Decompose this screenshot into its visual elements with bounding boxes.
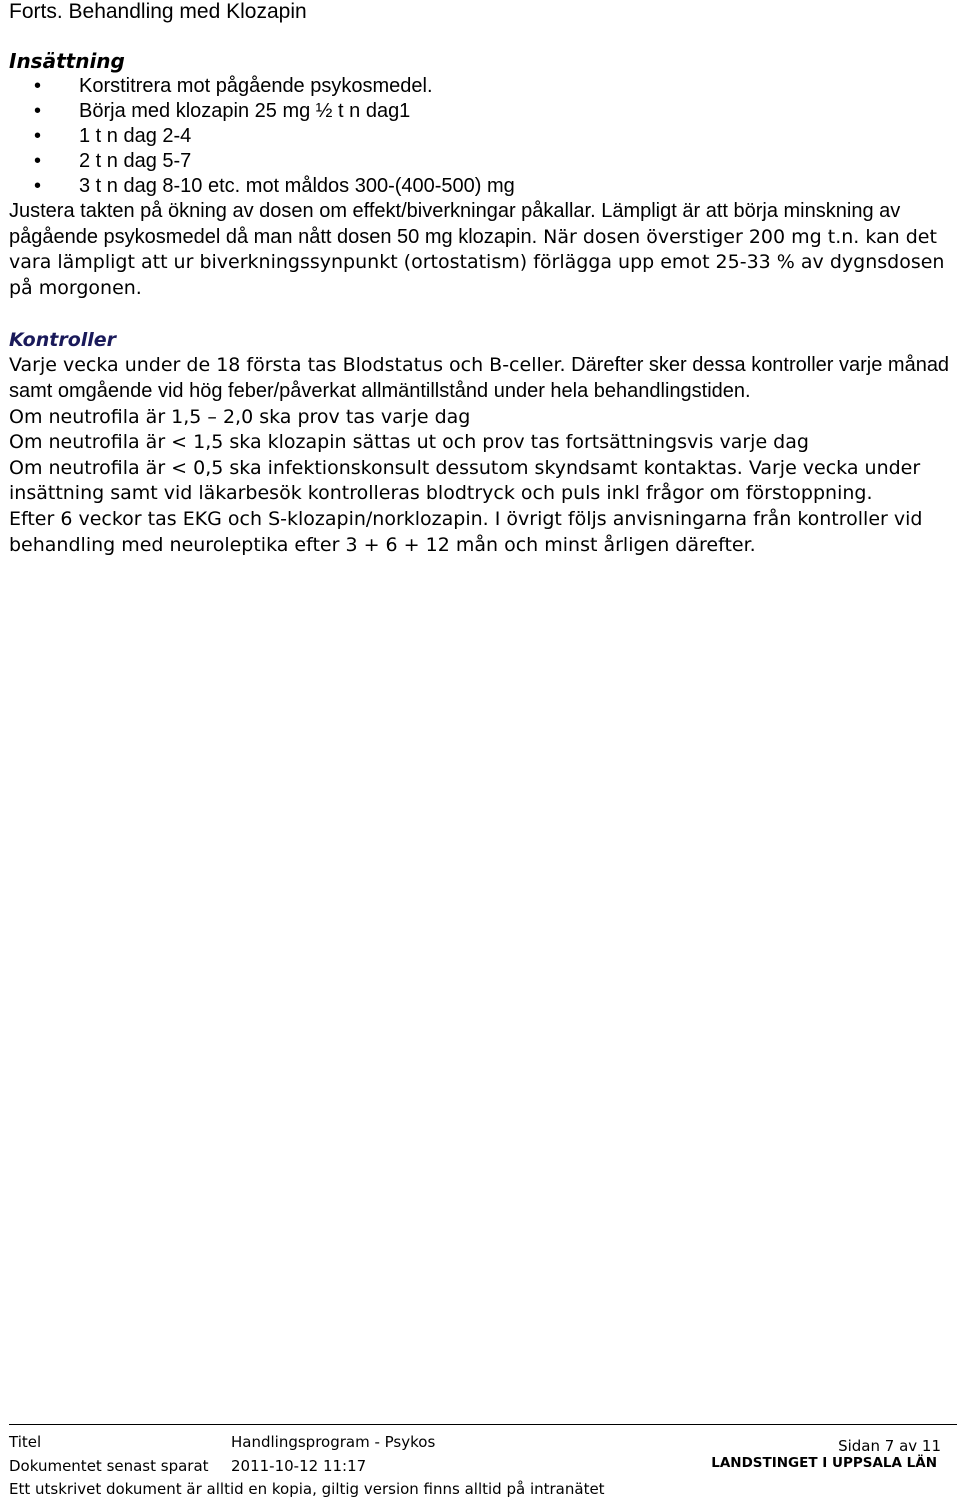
bullet-icon: • [34,125,42,147]
bullet-icon: • [34,75,42,97]
list-item: • 3 t n dag 8-10 etc. mot måldos 300-(400-500) mg [34,175,515,197]
kontroller-paragraph-1: Varje vecka under de 18 första tas Blodstatus och B-celler. Därefter sker dessa kontroller varje månad samt omgående vid hög feber/påverkat allmäntillstånd under hela behandlingstiden. [9,354,950,402]
insattning-paragraph: Justera takten på ökning av dosen om effekt/biverkningar påkallar. Lämpligt är att börja minskning av pågående psykosmedel då man nått dosen 50 mg klozapin. När dosen överstiger 200 mg t.n. kan det vara lämpligt att ur biverkningssynpunkt (ortostatism) förlägga upp emot 25-33 % av dygnsdosen på morgonen. [9,200,945,299]
kontroller-paragraph-5: Efter 6 veckor tas EKG och S-klozapin/norklozapin. I övrigt följs anvisningarna från kontroller vid behandling med neuroleptika efter 3 + 6 + 12 mån och minst årligen därefter. [9,507,923,556]
section-heading-insattning: Insättning [9,49,125,73]
footer-titel-label: Titel [9,1433,42,1451]
list-item: • Börja med klozapin 25 mg ½ t n dag1 [34,100,411,122]
kontroller-paragraph-2: Om neutrofila är 1,5 – 2,0 ska prov tas varje dag [9,405,471,428]
kontroller-paragraph-3: Om neutrofila är < 1,5 ska klozapin sättas ut och prov tas fortsättningsvis varje dag [9,431,809,454]
kontroller-paragraph-4: Om neutrofila är < 0,5 ska infektionskonsult dessutom skyndsamt kontaktas. Varje vecka under insättning samt vid läkarbesök kontrolleras blodtryck och puls inkl frågor om förstoppning. [9,456,921,505]
bullet-icon: • [34,175,42,197]
document-body [9,48,957,558]
footer-saved-label: Dokumentet senast sparat [9,1457,209,1475]
document-header: Forts. Behandling med Klozapin [9,0,307,23]
list-item: • Korstitrera mot pågående psykosmedel. [34,75,433,97]
footer-titel-value: Handlingsprogram - Psykos [231,1433,436,1451]
dosage-list [9,74,957,199]
section-heading-kontroller: Kontroller [9,329,117,352]
footer-saved-value: 2011-10-12 11:17 [231,1457,367,1475]
bullet-icon: • [34,100,42,122]
list-item: • 1 t n dag 2-4 [34,125,192,147]
list-item: • 2 t n dag 5-7 [34,150,192,172]
footer-organization: LANDSTINGET I UPPSALA LÄN [711,1455,937,1471]
page-footer [9,1424,957,1498]
bullet-icon: • [34,150,42,172]
footer-page-number: Sidan 7 av 11 [838,1437,941,1455]
footer-disclaimer: Ett utskrivet dokument är alltid en kopia, giltig version finns alltid på intranätet [9,1480,605,1498]
